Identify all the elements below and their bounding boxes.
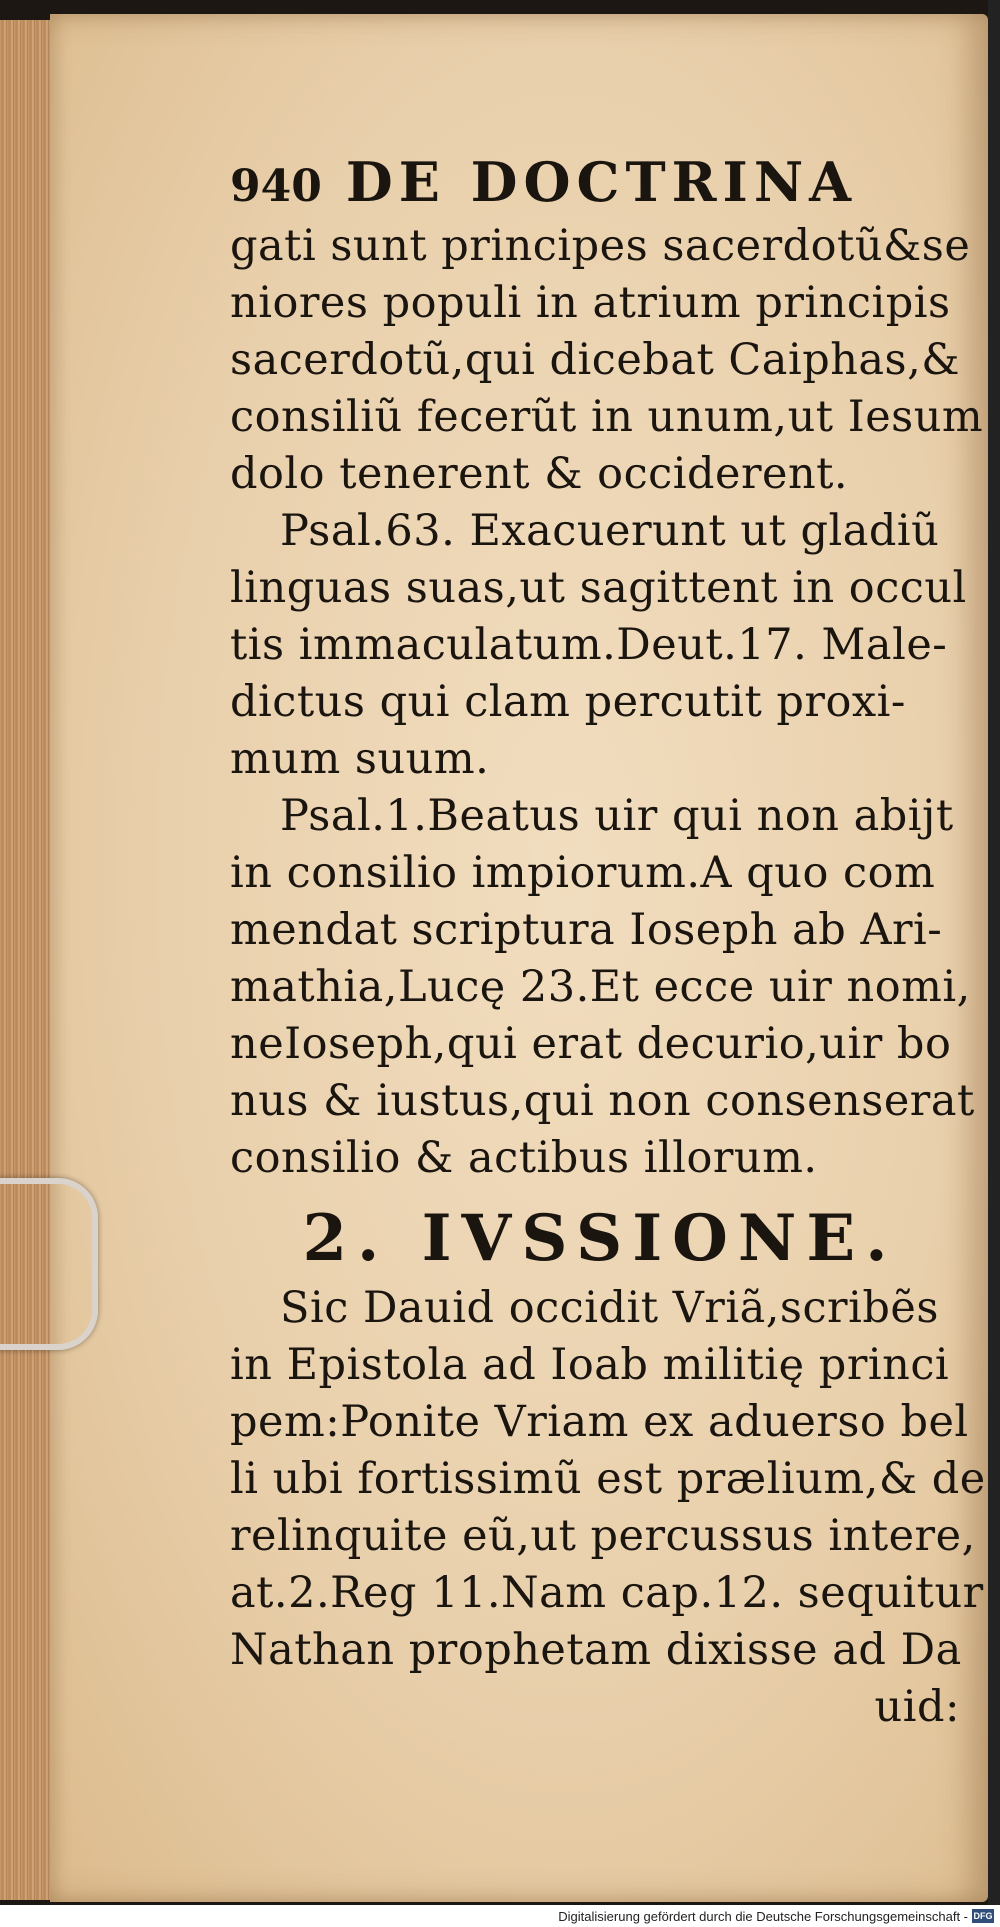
text-line: mum suum. <box>230 734 490 784</box>
text-line: in Epistola ad Ioab militię princi <box>230 1340 950 1390</box>
page-text <box>230 150 986 1736</box>
text-line: dolo tenerent & occiderent. <box>230 449 849 499</box>
text-line: sacerdotũ,qui dicebat Caiphas,& <box>230 335 961 385</box>
text-line: dictus qui clam percutit proxi- <box>230 677 906 727</box>
text-line: Sic Dauid occidit Vriã,scribẽs <box>280 1283 939 1333</box>
scan-border <box>988 0 1000 1927</box>
text-line: niores populi in atrium principis <box>230 278 951 328</box>
text-line: gati sunt principes sacerdotũ&se <box>230 221 971 271</box>
book-clasp <box>0 1178 98 1350</box>
text-line: at.2.Reg 11.Nam cap.12. sequitur <box>230 1568 984 1618</box>
text-line: Psal.1.Beatus uir qui non abijt <box>280 791 954 841</box>
section-heading: 2. IVSSIONE. <box>302 1201 898 1276</box>
text-line: relinquite eũ,ut percussus intere, <box>230 1511 976 1561</box>
text-line: consilio & actibus illorum. <box>230 1133 818 1183</box>
text-line: Psal.63. Exacuerunt ut gladiũ <box>280 506 940 556</box>
dfg-logo-icon: DFG <box>973 1911 993 1921</box>
text-line: Nathan prophetam dixisse ad Da <box>230 1625 962 1675</box>
text-line: tis immaculatum.Deut.17. Male- <box>230 620 948 670</box>
text-line: linguas suas,ut sagittent in occul <box>230 563 967 613</box>
text-line: pem:Ponite Vriam ex aduerso bel <box>230 1397 969 1447</box>
footer-credit: Digitalisierung gefördert durch die Deutsche Forschungsgemeinschaft - <box>558 1909 968 1924</box>
footer-bar <box>0 1905 1000 1927</box>
page-number: 940 <box>230 161 322 212</box>
text-line: in consilio impiorum.A quo com <box>230 848 936 898</box>
page-edges <box>0 20 53 1900</box>
text-line: nus & iustus,qui non consenserat <box>230 1076 975 1126</box>
text-line: mendat scriptura Ioseph ab Ari- <box>230 905 943 955</box>
text-line: consiliũ fecerũt in unum,ut Iesum <box>230 392 984 442</box>
text-line: mathia,Lucę 23.Et ecce uir nomi, <box>230 962 971 1012</box>
text-line: neIoseph,qui erat decurio,uir bo <box>230 1019 952 1069</box>
running-head <box>230 150 970 214</box>
catchword: uid: <box>874 1682 960 1732</box>
running-title: DE DOCTRINA <box>345 150 858 214</box>
text-line: li ubi fortissimũ est prælium,& de <box>230 1454 986 1504</box>
